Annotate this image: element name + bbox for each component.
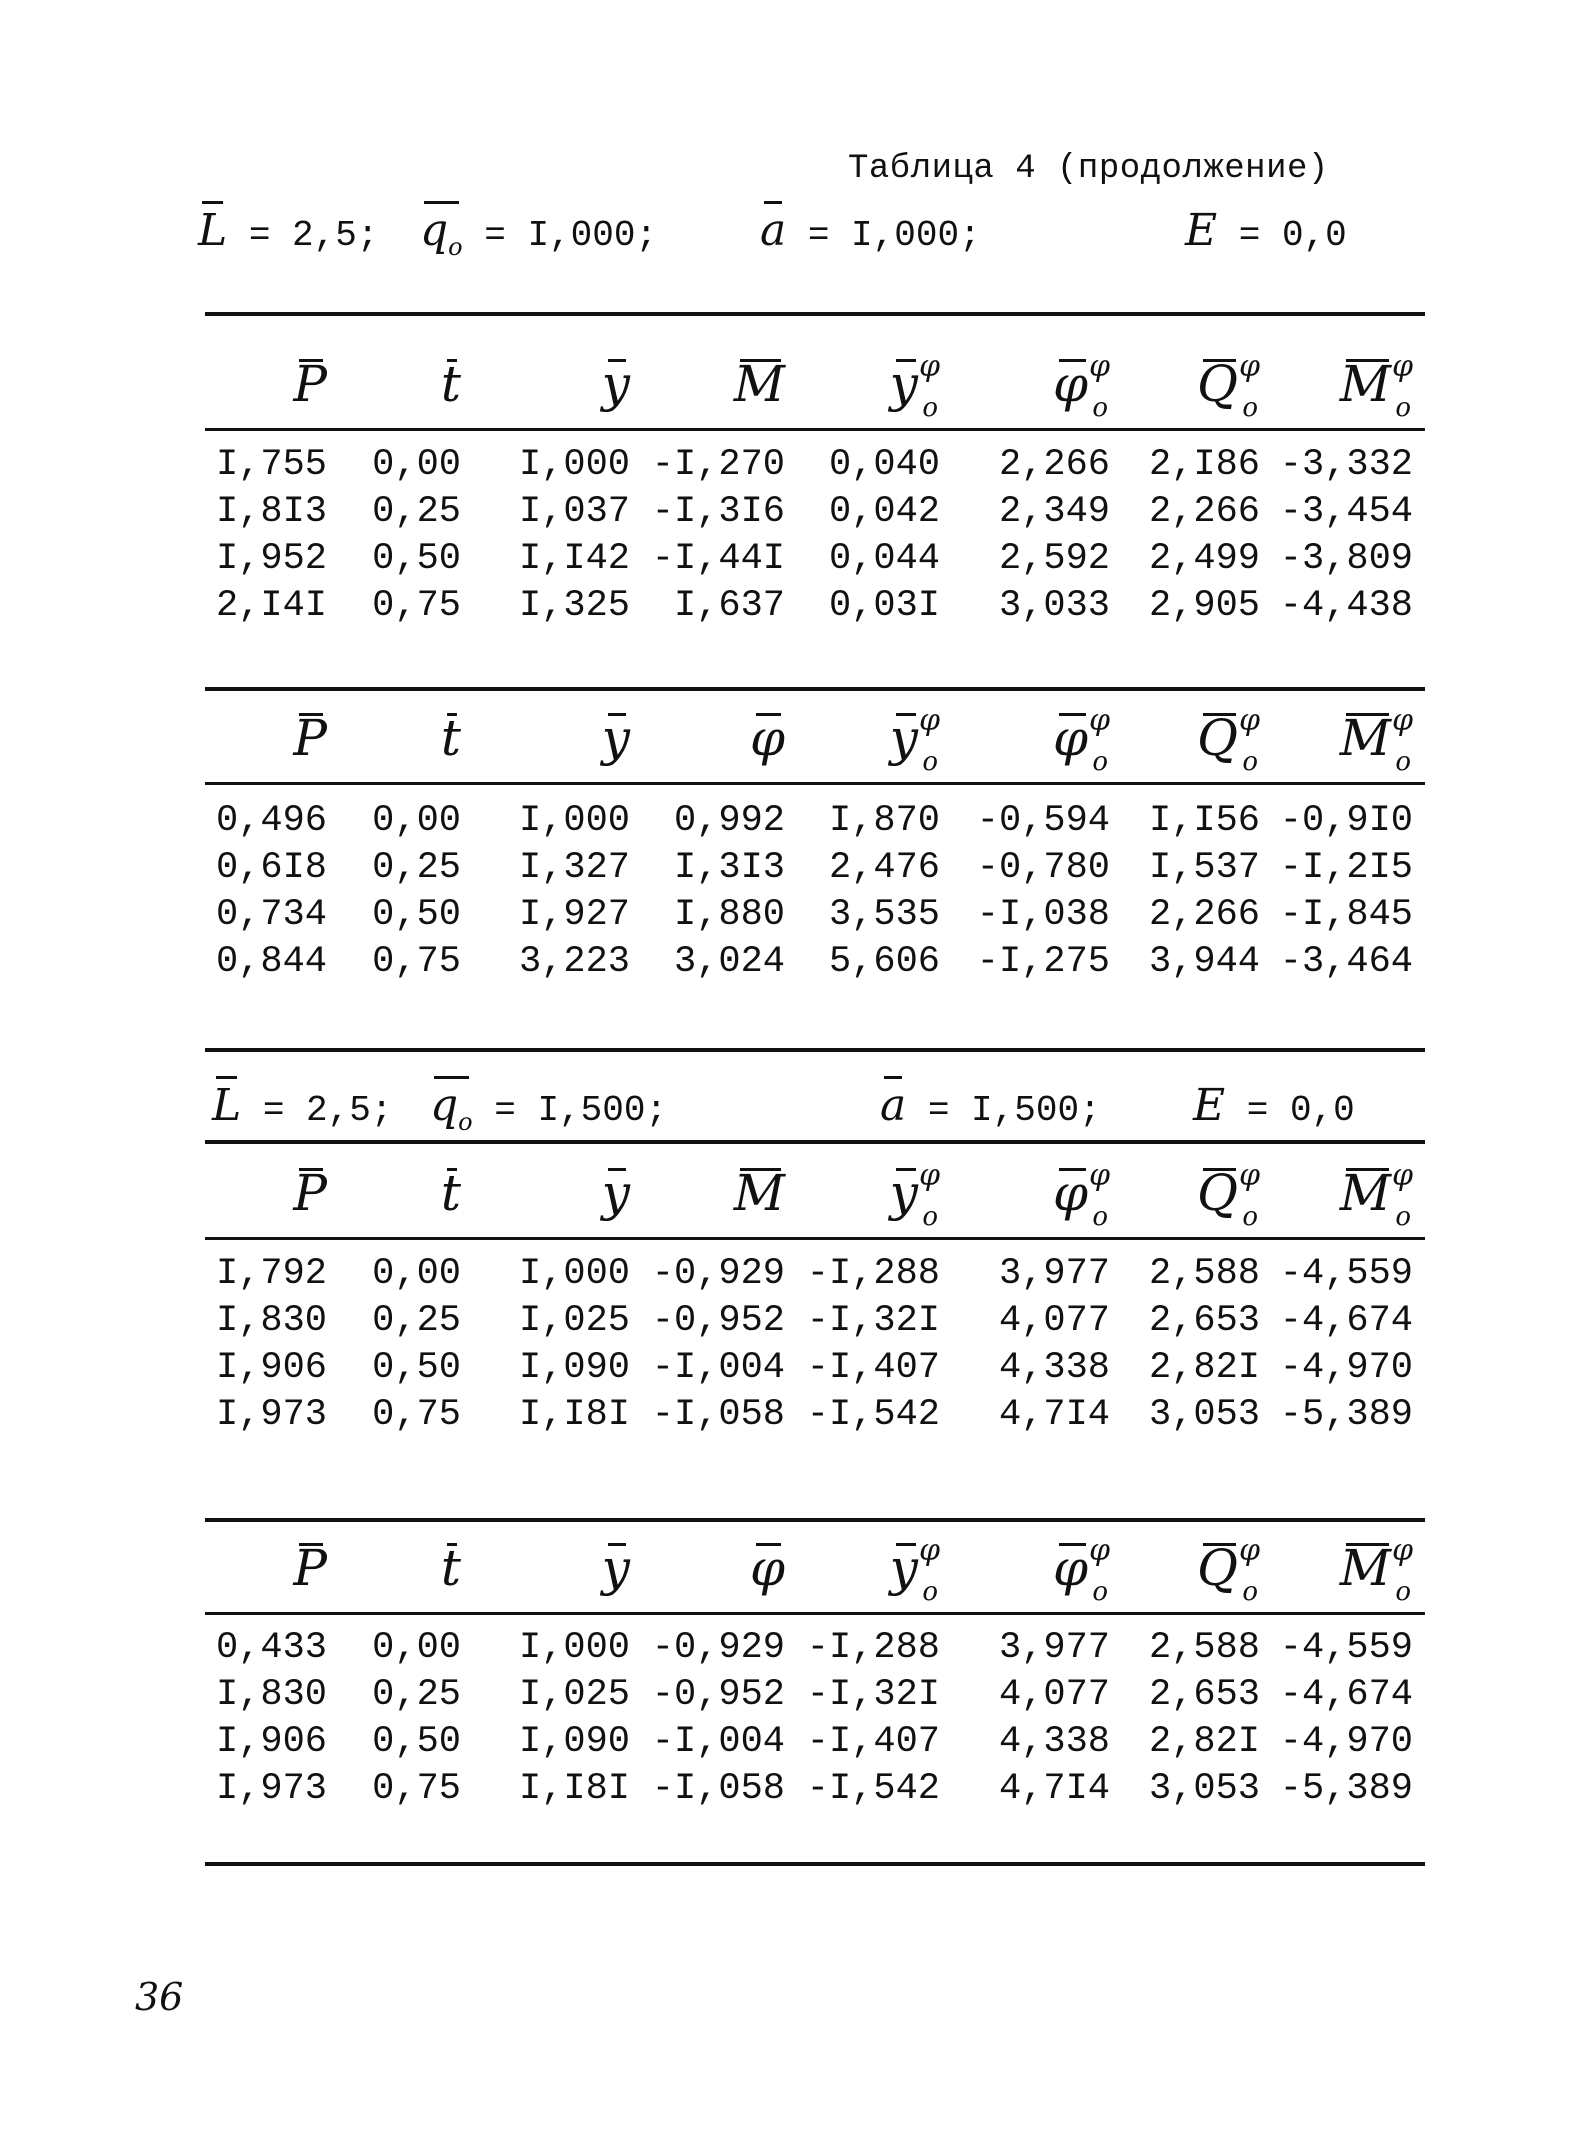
table-cell: 0,75	[372, 585, 461, 627]
table-row	[205, 489, 1425, 536]
table-cell: -4,674	[1279, 1300, 1413, 1342]
table-cell: I,037	[518, 491, 630, 533]
table-row	[205, 1251, 1425, 1298]
column-header: M φ o	[1339, 1158, 1413, 1232]
table-row	[205, 583, 1425, 630]
table-cell: -I,275	[976, 941, 1110, 983]
table-cell: -0,9I0	[1279, 800, 1413, 842]
table-body	[205, 1251, 1425, 1439]
header-rule	[205, 428, 1425, 431]
param-a: a = I,000;	[760, 205, 981, 256]
section-rule	[205, 1048, 1425, 1052]
table-row	[205, 798, 1425, 845]
table-cell: 3,535	[828, 894, 940, 936]
table-cell: I,755	[215, 444, 327, 486]
table-cell: I,025	[518, 1674, 630, 1716]
table-cell: -I,542	[806, 1768, 940, 1810]
table-cell: -0,929	[651, 1627, 785, 1669]
table-cell: 0,00	[372, 1253, 461, 1295]
table-body	[205, 442, 1425, 630]
a-symbol: a	[880, 1080, 906, 1131]
L-symbol: L	[212, 1080, 241, 1131]
table-cell: -4,438	[1279, 585, 1413, 627]
table-body	[205, 1625, 1425, 1813]
table-cell: 0,00	[372, 1627, 461, 1669]
table-cell: I,I8I	[518, 1394, 630, 1436]
table-cell: -I,058	[651, 1394, 785, 1436]
table-cell: I,973	[215, 1768, 327, 1810]
column-header: φ φ o	[1052, 703, 1110, 777]
table-cell: I,I42	[518, 538, 630, 580]
table-cell: 2,266	[998, 444, 1110, 486]
table-cell: -3,464	[1279, 941, 1413, 983]
table-cell: I,000	[518, 444, 630, 486]
table-cell: 2,476	[828, 847, 940, 889]
table-cell: 4,7I4	[998, 1768, 1110, 1810]
table-cell: -4,559	[1279, 1253, 1413, 1295]
table-cell: 4,077	[998, 1300, 1110, 1342]
table-cell: I,637	[673, 585, 785, 627]
column-header: y	[601, 355, 630, 413]
column-header: y	[601, 709, 630, 767]
param-L: L = 2,5;	[198, 205, 378, 256]
table-cell: 4,338	[998, 1721, 1110, 1763]
table-cell: 0,75	[372, 941, 461, 983]
table-row	[205, 1392, 1425, 1439]
table-cell: 0,496	[215, 800, 327, 842]
column-header: t	[440, 709, 461, 767]
table-bottom-rule	[205, 1862, 1425, 1866]
table-cell: 0,25	[372, 847, 461, 889]
a-symbol: a	[760, 205, 786, 256]
param-E: E = 0,0	[1185, 205, 1347, 256]
table-cell: I,I8I	[518, 1768, 630, 1810]
table-cell: -4,970	[1279, 1721, 1413, 1763]
column-header: t	[440, 355, 461, 413]
table-cell: 2,588	[1148, 1253, 1260, 1295]
table-cell: -I,32I	[806, 1674, 940, 1716]
table-cell: I,830	[215, 1300, 327, 1342]
table-cell: 3,053	[1148, 1768, 1260, 1810]
table-cell: I,880	[673, 894, 785, 936]
table-cell: 0,03I	[828, 585, 940, 627]
table-cell: 0,25	[372, 1300, 461, 1342]
table-cell: I,973	[215, 1394, 327, 1436]
table-top-rule	[205, 312, 1425, 316]
table-cell: 0,25	[372, 491, 461, 533]
table-header-row	[205, 336, 1425, 432]
column-header: φ φ o	[1052, 1158, 1110, 1232]
column-header: P	[293, 709, 327, 767]
table-cell: I,327	[518, 847, 630, 889]
column-header: Q φ o	[1197, 703, 1260, 777]
table-cell: -0,780	[976, 847, 1110, 889]
table-row	[205, 1298, 1425, 1345]
table-cell: 0,6I8	[215, 847, 327, 889]
param-L: L = 2,5;	[212, 1080, 392, 1131]
table-cell: 0,75	[372, 1394, 461, 1436]
table-cell: 4,338	[998, 1347, 1110, 1389]
param-a: a = I,500;	[880, 1080, 1101, 1131]
table-cell: -I,004	[651, 1347, 785, 1389]
table-cell: 2,266	[1148, 894, 1260, 936]
table-cell: 0,040	[828, 444, 940, 486]
E-symbol: E	[1193, 1080, 1226, 1131]
table-cell: 0,844	[215, 941, 327, 983]
column-header: M	[733, 1164, 785, 1222]
table-cell: I,792	[215, 1253, 327, 1295]
table-cell: 0,75	[372, 1768, 461, 1810]
table-caption: Таблица 4 (продолжение)	[848, 150, 1329, 188]
table-cell: I,906	[215, 1721, 327, 1763]
table-cell: -I,270	[651, 444, 785, 486]
column-header: P	[293, 355, 327, 413]
column-header: t	[440, 1164, 461, 1222]
table-cell: I,537	[1148, 847, 1260, 889]
table-cell: -I,3I6	[651, 491, 785, 533]
table-header-row	[205, 1145, 1425, 1241]
table-cell: 2,592	[998, 538, 1110, 580]
table-cell: 2,588	[1148, 1627, 1260, 1669]
table-cell: 0,50	[372, 1347, 461, 1389]
E-symbol: E	[1185, 205, 1218, 256]
table-row	[205, 1766, 1425, 1813]
table-cell: I,870	[828, 800, 940, 842]
header-rule	[205, 1237, 1425, 1240]
column-header: y φ o	[889, 1158, 940, 1232]
table-cell: -0,952	[651, 1300, 785, 1342]
table-cell: -0,952	[651, 1674, 785, 1716]
column-header: y φ o	[889, 703, 940, 777]
table-cell: 2,82I	[1148, 1721, 1260, 1763]
column-header: φ φ o	[1052, 349, 1110, 423]
table-cell: 0,50	[372, 1721, 461, 1763]
table-cell: 2,653	[1148, 1300, 1260, 1342]
table-cell: I,I56	[1148, 800, 1260, 842]
table-cell: 3,033	[998, 585, 1110, 627]
table-cell: -I,407	[806, 1721, 940, 1763]
table-cell: 0,734	[215, 894, 327, 936]
column-header: Q φ o	[1197, 1158, 1260, 1232]
table-row	[205, 536, 1425, 583]
column-header: M φ o	[1339, 1533, 1413, 1607]
column-header: φ	[749, 1539, 785, 1597]
table-cell: I,906	[215, 1347, 327, 1389]
column-header: Q φ o	[1197, 1533, 1260, 1607]
table-cell: I,952	[215, 538, 327, 580]
table-cell: I,000	[518, 1627, 630, 1669]
table-row	[205, 1345, 1425, 1392]
table-cell: 2,905	[1148, 585, 1260, 627]
table-row	[205, 845, 1425, 892]
table-cell: 0,50	[372, 894, 461, 936]
column-header: y	[601, 1164, 630, 1222]
table-cell: I,090	[518, 1347, 630, 1389]
table-cell: 5,606	[828, 941, 940, 983]
table-cell: 4,7I4	[998, 1394, 1110, 1436]
column-header: t	[440, 1539, 461, 1597]
table-cell: -4,559	[1279, 1627, 1413, 1669]
table-cell: 3,977	[998, 1253, 1110, 1295]
table-cell: 2,I4I	[215, 585, 327, 627]
column-header: y φ o	[889, 349, 940, 423]
table-cell: -I,288	[806, 1253, 940, 1295]
column-header: M	[733, 355, 785, 413]
table-cell: 0,433	[215, 1627, 327, 1669]
table-cell: -5,389	[1279, 1768, 1413, 1810]
table-cell: -I,2I5	[1279, 847, 1413, 889]
table-cell: -I,058	[651, 1768, 785, 1810]
table-cell: -4,674	[1279, 1674, 1413, 1716]
table-cell: -0,929	[651, 1253, 785, 1295]
column-header: P	[293, 1539, 327, 1597]
table-cell: 3,024	[673, 941, 785, 983]
table-cell: -0,594	[976, 800, 1110, 842]
column-header: φ φ o	[1052, 1533, 1110, 1607]
column-header: y	[601, 1539, 630, 1597]
table-header-row	[205, 690, 1425, 786]
param-q0: $q_o = I,500$;	[430, 1080, 667, 1136]
table-cell: 2,349	[998, 491, 1110, 533]
table-cell: 2,I86	[1148, 444, 1260, 486]
table-cell: I,325	[518, 585, 630, 627]
table-cell: I,8I3	[215, 491, 327, 533]
table-cell: -4,970	[1279, 1347, 1413, 1389]
table-cell: I,3I3	[673, 847, 785, 889]
column-header: M φ o	[1339, 349, 1413, 423]
header-rule	[205, 1612, 1425, 1615]
table-cell: I,025	[518, 1300, 630, 1342]
table-cell: 0,50	[372, 538, 461, 580]
table-cell: 4,077	[998, 1674, 1110, 1716]
table-cell: -I,407	[806, 1347, 940, 1389]
table-row	[205, 1625, 1425, 1672]
table-cell: I,000	[518, 800, 630, 842]
param-E: E = 0,0	[1193, 1080, 1355, 1131]
table-header-row	[205, 1520, 1425, 1616]
table-cell: I,927	[518, 894, 630, 936]
table-cell: 3,944	[1148, 941, 1260, 983]
table-body	[205, 798, 1425, 986]
q0-symbol: $q_o$	[430, 1080, 473, 1136]
table-cell: 2,499	[1148, 538, 1260, 580]
L-symbol: L	[198, 205, 227, 256]
table-cell: -3,332	[1279, 444, 1413, 486]
table-cell: 0,00	[372, 800, 461, 842]
table-cell: 0,00	[372, 444, 461, 486]
table-cell: -I,32I	[806, 1300, 940, 1342]
header-rule	[205, 782, 1425, 785]
table-cell: I,830	[215, 1674, 327, 1716]
table-cell: -I,542	[806, 1394, 940, 1436]
table-cell: I,090	[518, 1721, 630, 1763]
table-cell: I,000	[518, 1253, 630, 1295]
table-top-rule	[205, 1140, 1425, 1144]
param-q0: $q_o = I,000$;	[420, 205, 657, 261]
table-cell: 3,977	[998, 1627, 1110, 1669]
column-header: y φ o	[889, 1533, 940, 1607]
table-cell: 0,25	[372, 1674, 461, 1716]
table-cell: 3,223	[518, 941, 630, 983]
table-cell: 2,82I	[1148, 1347, 1260, 1389]
table-cell: -I,845	[1279, 894, 1413, 936]
column-header: Q φ o	[1197, 349, 1260, 423]
column-header: P	[293, 1164, 327, 1222]
table-cell: 2,266	[1148, 491, 1260, 533]
column-header: M φ o	[1339, 703, 1413, 777]
table-cell: -I,288	[806, 1627, 940, 1669]
table-row	[205, 1719, 1425, 1766]
table-cell: 0,992	[673, 800, 785, 842]
table-cell: 2,653	[1148, 1674, 1260, 1716]
table-cell: -3,454	[1279, 491, 1413, 533]
table-cell: -3,809	[1279, 538, 1413, 580]
page-number: 36	[135, 1975, 184, 2019]
table-row	[205, 1672, 1425, 1719]
table-cell: -I,004	[651, 1721, 785, 1763]
column-header: φ	[749, 709, 785, 767]
table-row	[205, 442, 1425, 489]
q0-symbol: $q_o$	[420, 205, 463, 261]
table-row	[205, 892, 1425, 939]
table-row	[205, 939, 1425, 986]
table-cell: 0,042	[828, 491, 940, 533]
table-cell: -5,389	[1279, 1394, 1413, 1436]
table-cell: 0,044	[828, 538, 940, 580]
table-cell: -I,038	[976, 894, 1110, 936]
table-cell: -I,44I	[651, 538, 785, 580]
table-cell: 3,053	[1148, 1394, 1260, 1436]
